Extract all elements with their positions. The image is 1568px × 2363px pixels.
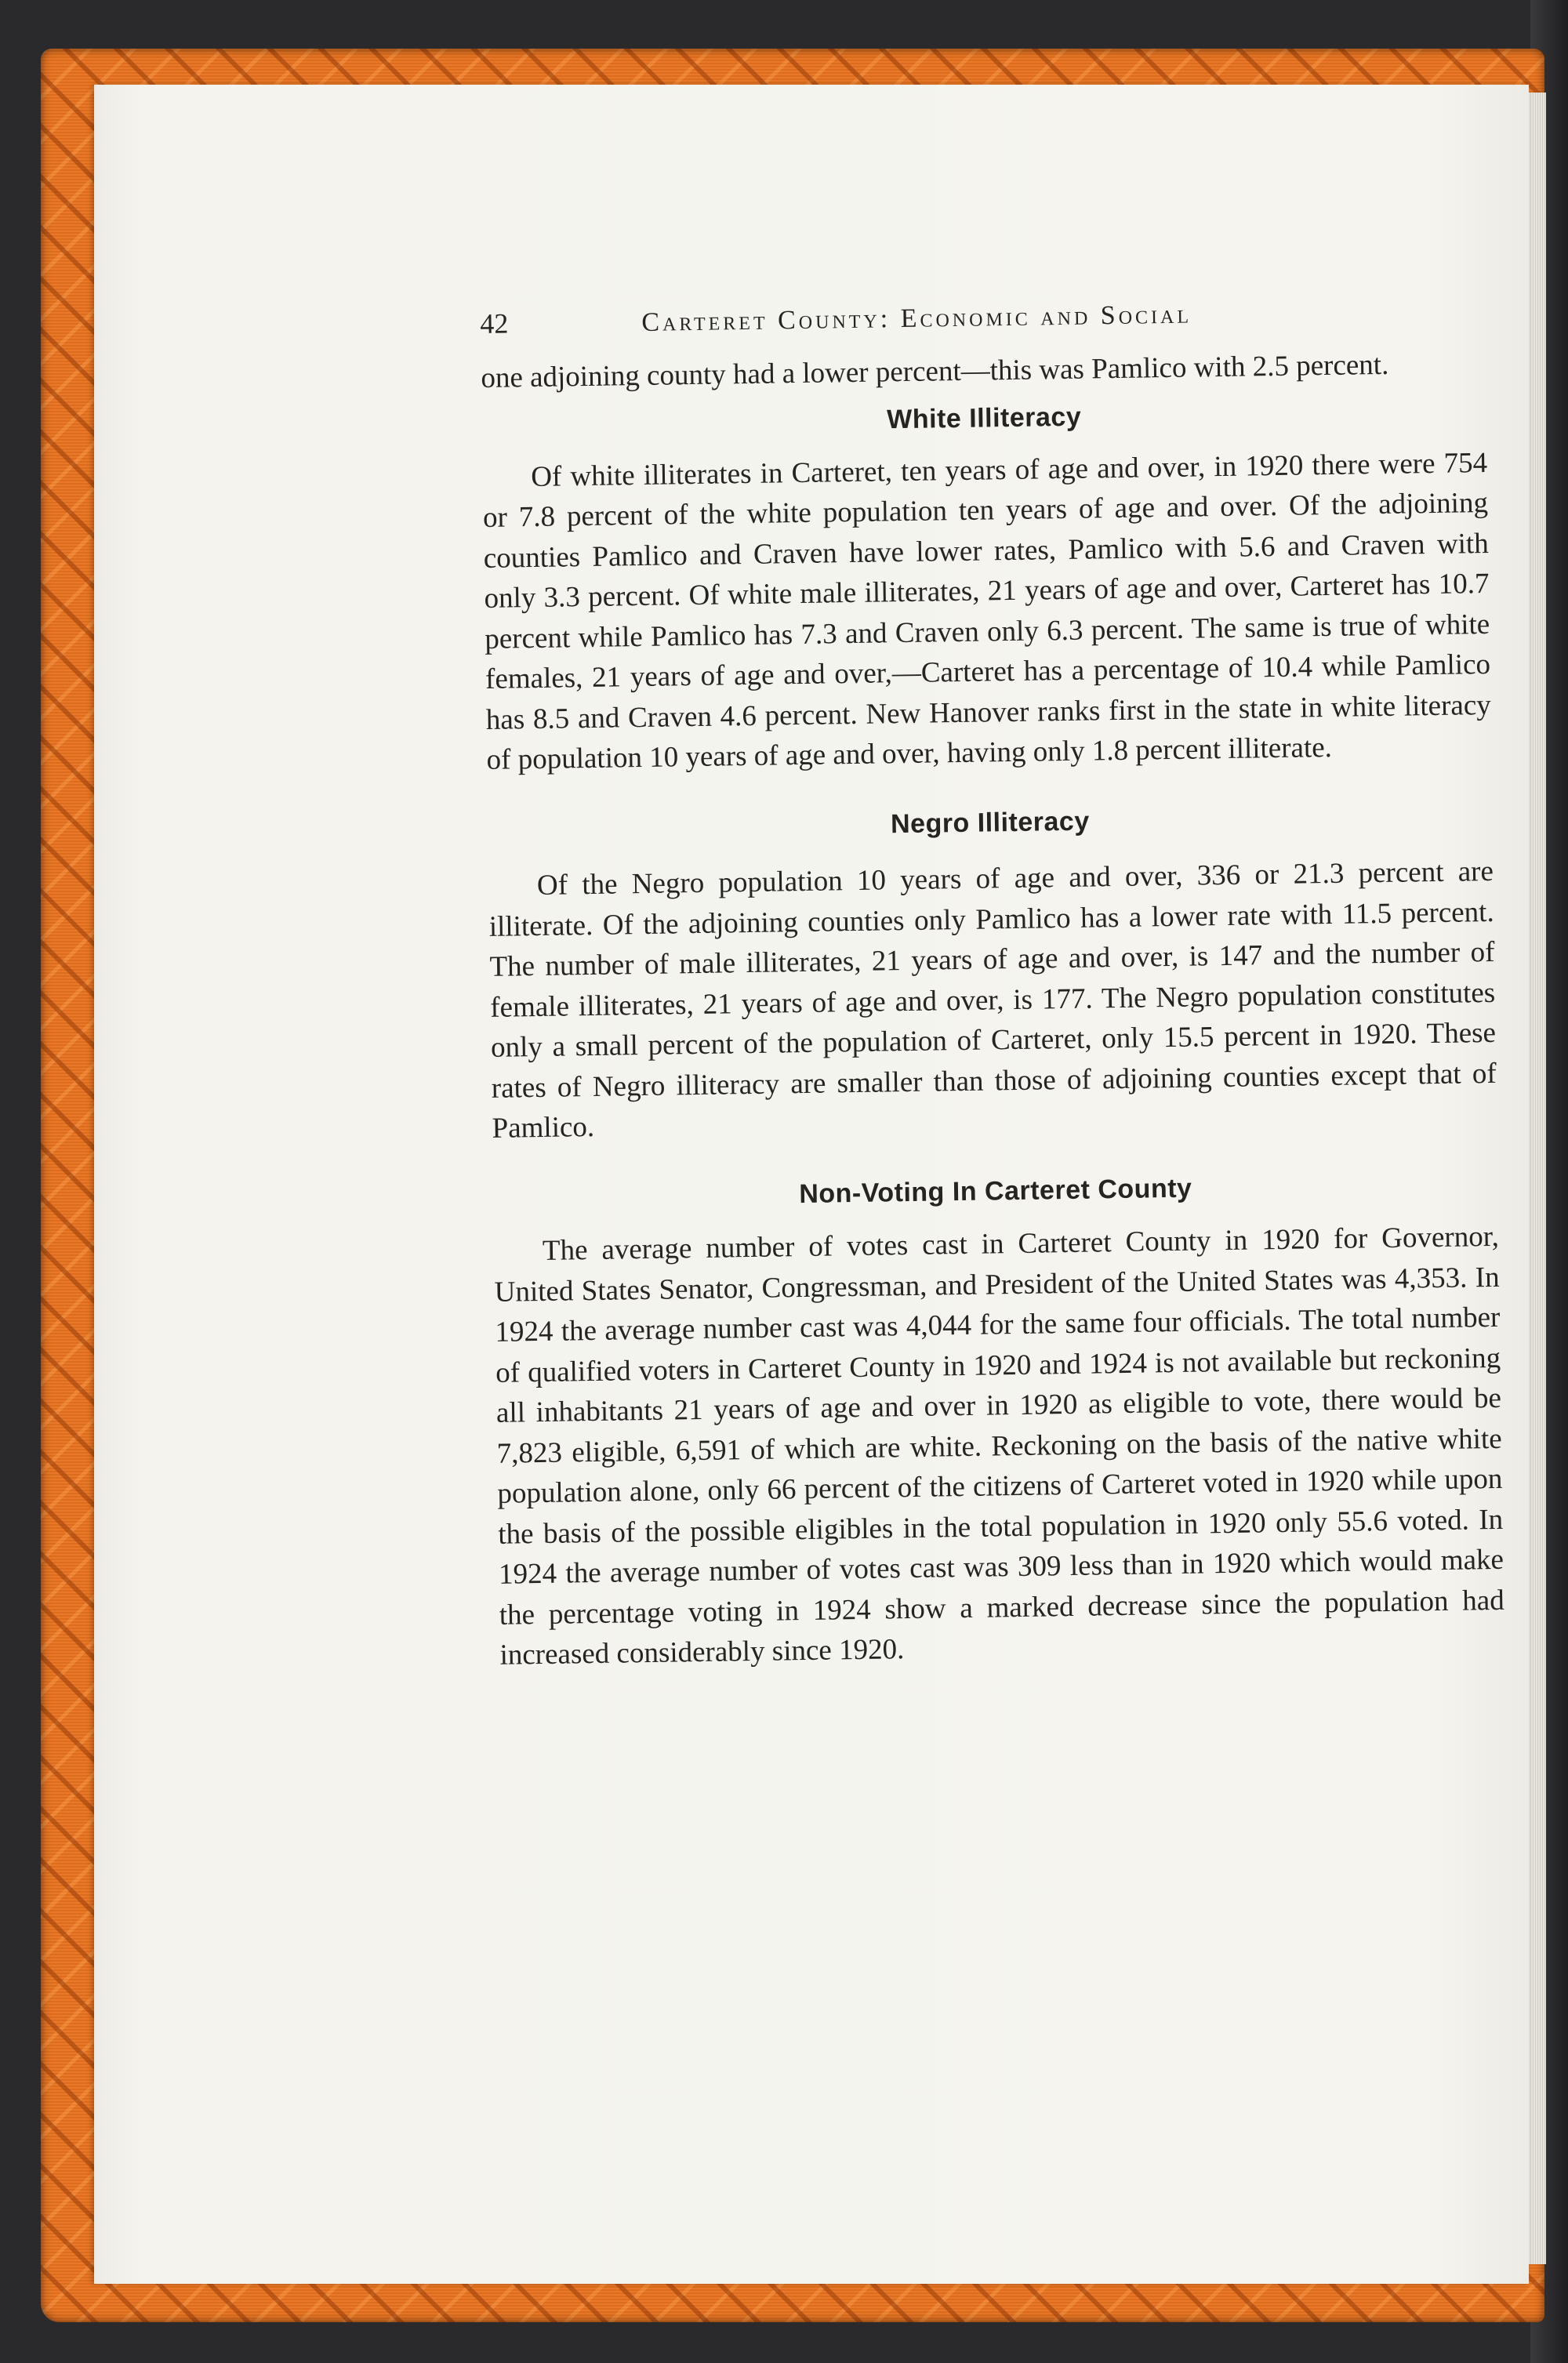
section-heading-non-voting: Non-Voting In Carteret County bbox=[799, 1173, 1192, 1209]
intro-paragraph: one adjoining county had a lower percent—this was Pamlico with 2.5 percent. bbox=[481, 348, 1389, 394]
page-edges bbox=[1529, 93, 1546, 2264]
paragraph-non-voting: The average number of votes cast in Carteret County in 1920 for Governor, United States Senator, Congressman, and President of the United States was 4,353. In 1924 the average number cast was 4,044 for the same four officials. The total number of qualified voters in Carteret County in 1920 and 1924 is not available but reckoning all inhabitants 21 years of age and over in 1920 as eligible to vote, there would be 7,823 eligible, 6,591 of which are white. Reckoning on the basis of the native white population alone, only 66 percent of the citizens of Carteret voted in 1920 while upon the basis of the possible eligibles in the total population in 1920 only 55.6 voted. In 1924 the average number of votes cast was 309 less than in 1920 which would make the percentage voting in 1924 show a marked decrease since the population had increased considerably since 1920. bbox=[494, 1220, 1504, 1672]
section-heading-negro-illiteracy: Negro Illiteracy bbox=[890, 806, 1090, 839]
section-heading-white-illiteracy: White Illiteracy bbox=[886, 401, 1082, 435]
book-title: Carteret County: Economic and Social bbox=[641, 299, 1192, 337]
page-content bbox=[480, 289, 1505, 1675]
page-number: 42 bbox=[480, 307, 509, 339]
paragraph-white-illiteracy: Of white illiterates in Carteret, ten years of age and over, in 1920 there were 754 or 7.8 percent of the white population ten years of age and over. Of the adjoining counties Pamlico and Craven have lower rates, Pamlico with 5.6 and Craven with only 3.3 percent. Of white male illiterates, 21 years of age and over, Carteret has 10.7 percent while Pamlico has 7.3 and Craven only 6.3 percent. The same is true of white females, 21 years of age and over,—Carteret has a percentage of 10.4 while Pamlico has 8.5 and Craven 4.6 percent. New Hanover ranks first in the state in white literacy of population 10 years of age and over, having only 1.8 percent illiterate. bbox=[482, 446, 1492, 776]
paragraph-negro-illiteracy: Of the Negro population 10 years of age and over, 336 or 21.3 percent are illiterate. Of the adjoining counties only Pamlico has a lower rate with 11.5 percent. The number of male illiterates, 21 years of age and over, is 147 and the number of female illiterates, 21 years of age and over, is 177. The Negro population constitutes only a small percent of the population of Carteret, only 15.5 percent in 1920. These rates of Negro illiteracy are smaller than those of adjoining counties except that of Pamlico. bbox=[488, 855, 1497, 1145]
